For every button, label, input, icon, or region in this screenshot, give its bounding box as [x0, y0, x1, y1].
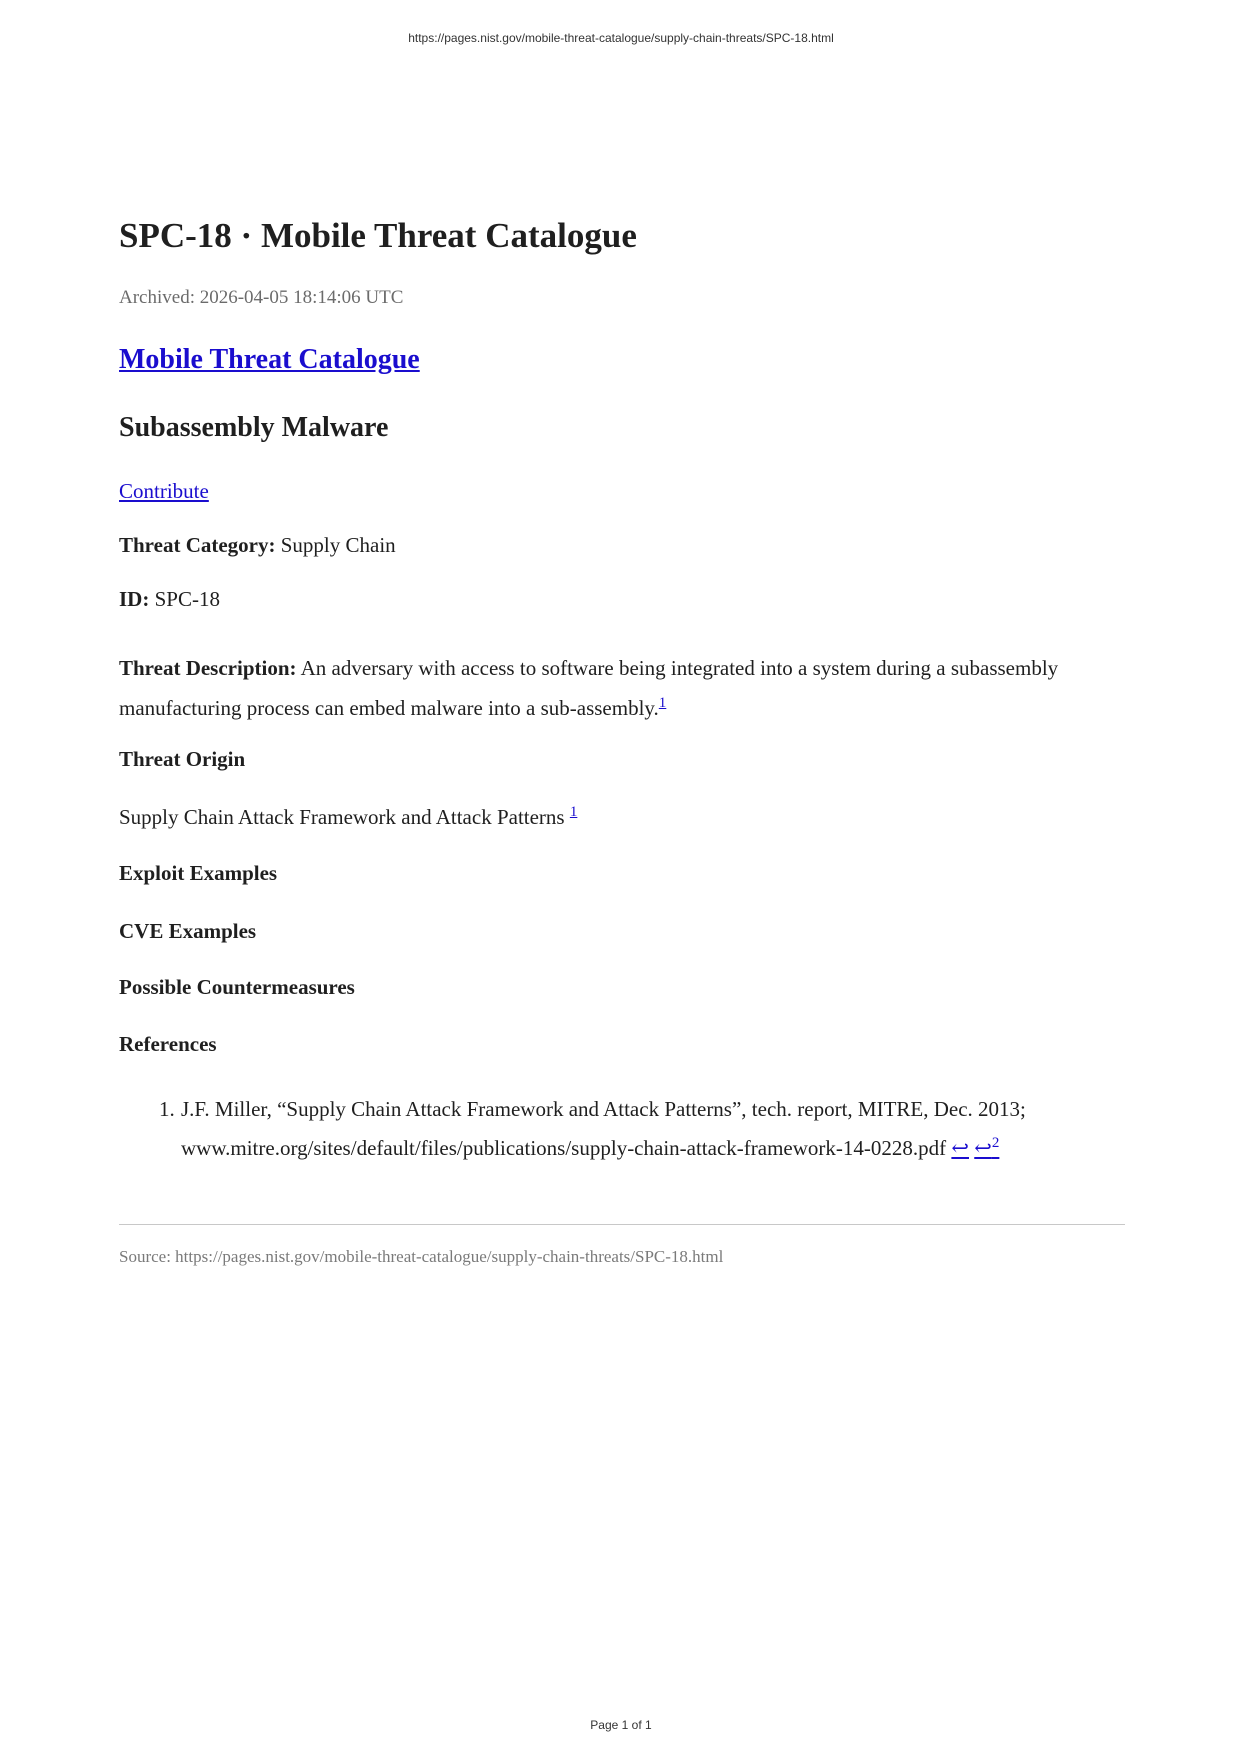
source-url: Source: https://pages.nist.gov/mobile-threat-catalogue/supply-chain-threats/SPC-18.html [119, 1247, 724, 1266]
contribute-link[interactable]: Contribute [119, 479, 209, 503]
backlink-icon[interactable]: ↩ [951, 1136, 969, 1160]
backlink-2-arrow: ↩ [974, 1136, 992, 1160]
threat-id [119, 585, 220, 613]
threat-origin-heading: Threat Origin [119, 747, 246, 771]
threat-name-heading: Subassembly Malware [119, 412, 389, 443]
references-heading: References [119, 1032, 217, 1056]
print-footer-page-number: Page 1 of 1 [590, 1718, 652, 1732]
threat-description-label: Threat Description: [119, 656, 297, 680]
countermeasures-heading: Possible Countermeasures [119, 975, 355, 999]
reference-item [119, 1090, 1125, 1168]
print-header-url: https://pages.nist.gov/mobile-threat-catalogue/supply-chain-threats/SPC-18.html [408, 31, 834, 45]
reference-number: 1. [159, 1097, 175, 1121]
threat-category-label: Threat Category: [119, 533, 276, 557]
backlink-2-sup: 2 [991, 1135, 1000, 1151]
threat-description-text: An adversary with access to software being integrated into a system during a subassembly manufacturing process can embed malware into a sub-assembly. [119, 656, 1059, 720]
archived-timestamp: Archived: 2026-04-05 18:14:06 UTC [119, 287, 404, 308]
threat-origin-value: Supply Chain Attack Framework and Attack Patterns [119, 805, 570, 829]
threat-category [119, 531, 396, 559]
threat-origin-text [119, 803, 577, 831]
threat-description [119, 648, 1125, 728]
cve-examples-heading: CVE Examples [119, 919, 257, 943]
exploit-examples-heading: Exploit Examples [119, 861, 278, 885]
origin-footnote-link[interactable]: 1 [569, 804, 578, 820]
threat-id-label: ID: [119, 587, 150, 611]
site-home-link[interactable]: Mobile Threat Catalogue [119, 344, 420, 375]
footer-divider [119, 1224, 1125, 1225]
reference-text: J.F. Miller, “Supply Chain Attack Framework and Attack Patterns”, tech. report, MITRE, Dec. 2013; www.mitre.org/sites/default/files/publications/supply-chain-attack-framework-14-0228.pdf [181, 1097, 1026, 1160]
page-title: SPC-18 · Mobile Threat Catalogue [119, 216, 637, 255]
footnote-link[interactable]: 1 [658, 695, 667, 711]
backlink-icon-2[interactable] [974, 1136, 999, 1160]
threat-id-value: SPC-18 [149, 587, 220, 611]
references-list [119, 1090, 1125, 1168]
threat-category-value: Supply Chain [275, 533, 396, 557]
